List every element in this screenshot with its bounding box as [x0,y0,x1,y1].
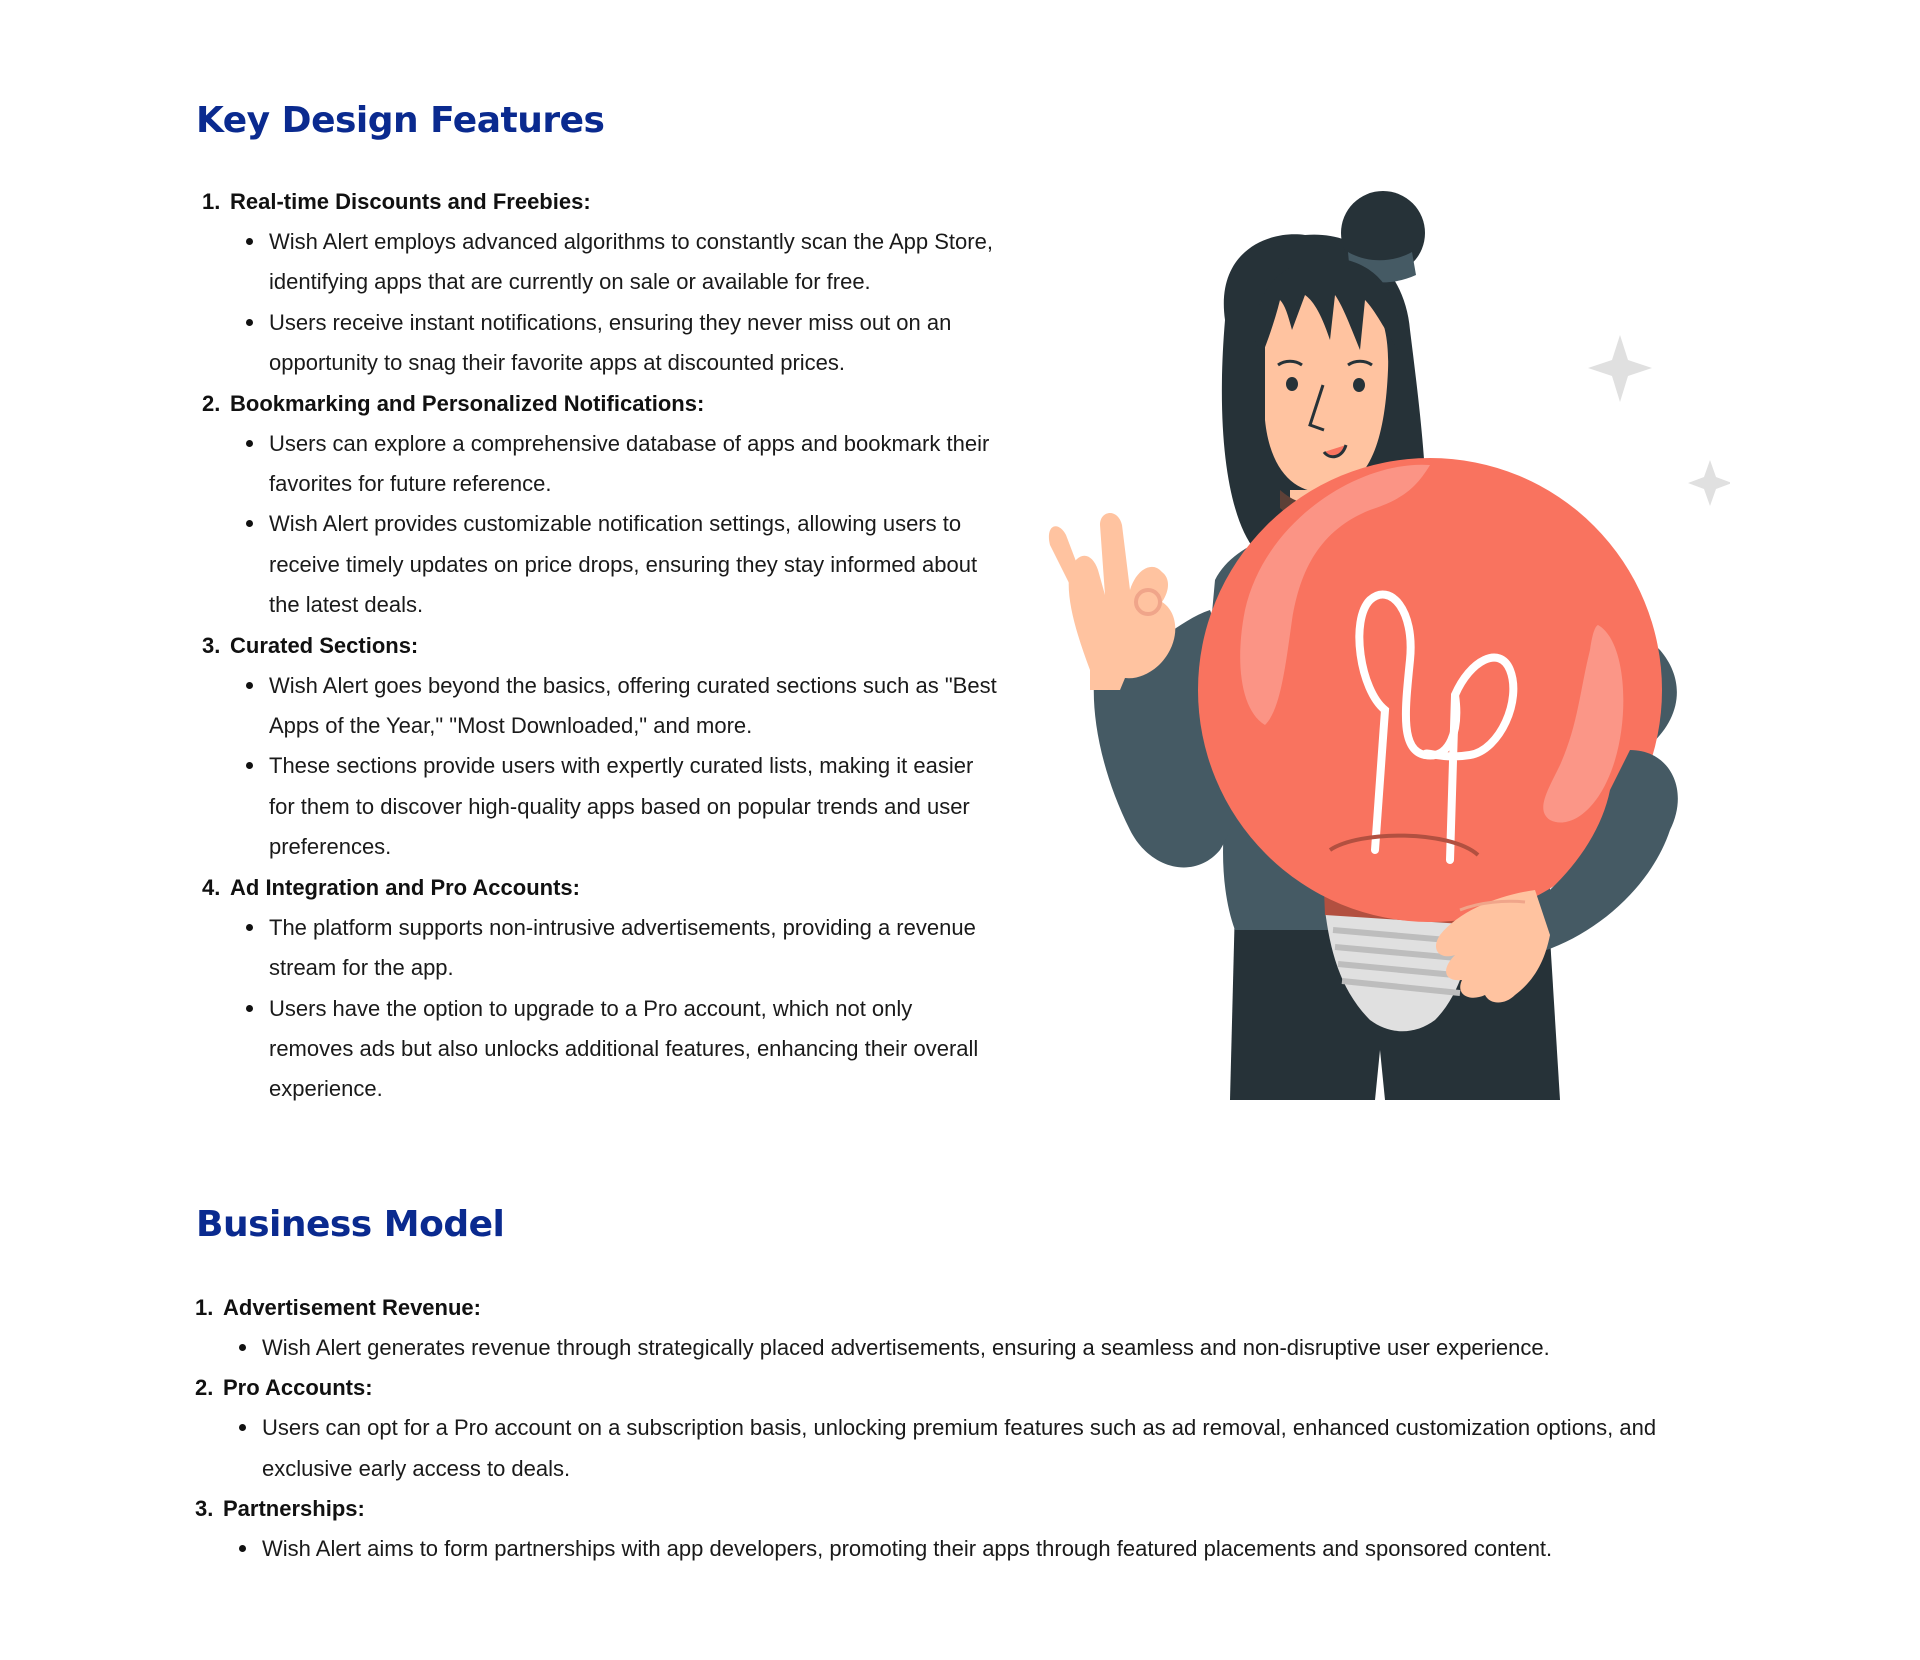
bullet-item: These sections provide users with expertly curated lists, making it easier for them to discover high-quality apps based on popular trends and user preferences. [238,746,1002,867]
bullet-list [202,908,1002,1110]
feature-item [202,384,1002,626]
bullet-list [195,1529,1735,1569]
eye [1353,378,1365,392]
item-title: Real-time Discounts and Freebies: [230,189,591,214]
woman-holding-lightbulb-illustration [1030,190,1730,1100]
features-list [202,182,1002,1110]
bullet-item: Users have the option to upgrade to a Pro account, which not only removes ads but also unlocks additional features, enhancing their overall experience. [238,989,1002,1110]
bullet-item: Users can opt for a Pro account on a subscription basis, unlocking premium features such as ad removal, enhanced customization options, and exclusive early access to deals. [231,1408,1735,1489]
item-title: Curated Sections: [230,632,419,658]
item-number: 3. [195,1496,214,1522]
business-item [195,1489,1735,1569]
bullet-list [195,1328,1735,1368]
bullet-item: Wish Alert goes beyond the basics, offering curated sections such as "Best Apps of the Year," "Most Downloaded," and more. [238,666,1002,747]
item-title: Ad Integration and Pro Accounts: [230,874,580,900]
item-number: 2. [195,1375,214,1401]
bullet-list [202,666,1002,868]
business-item [195,1288,1735,1368]
business-model-heading: Business Model [196,1204,505,1245]
feature-item [202,182,1002,384]
feature-item [202,868,1002,1110]
item-number: 4. [202,874,221,900]
bullet-list [202,424,1002,626]
bullet-item: Wish Alert aims to form partnerships with app developers, promoting their apps through featured placements and sponsored content. [231,1529,1735,1569]
item-title: Advertisement Revenue: [223,1295,481,1320]
business-list [195,1288,1735,1570]
business-item [195,1368,1735,1489]
bullet-item: Wish Alert provides customizable notification settings, allowing users to receive timely updates on price drops, ensuring they stay informed about the latest deals. [238,504,1002,625]
item-title: Bookmarking and Personalized Notifications: [230,390,705,416]
bullet-item: The platform supports non-intrusive advertisements, providing a revenue stream for the app. [238,908,1002,989]
item-number: 1. [195,1295,214,1320]
item-title: Partnerships: [223,1496,365,1522]
item-number: 3. [202,632,221,658]
bullet-list [202,222,1002,384]
key-design-features-heading: Key Design Features [196,100,605,141]
feature-item [202,626,1002,868]
bullet-item: Wish Alert employs advanced algorithms to constantly scan the App Store, identifying apps that are currently on sale or available for free. [238,222,1002,303]
item-title: Pro Accounts: [223,1375,373,1401]
eye [1286,377,1298,391]
bullet-list [195,1408,1735,1489]
bullet-item: Users receive instant notifications, ensuring they never miss out on an opportunity to snag their favorite apps at discounted prices. [238,303,1002,384]
bullet-item: Wish Alert generates revenue through strategically placed advertisements, ensuring a seamless and non-disruptive user experience. [231,1328,1735,1368]
item-number: 2. [202,390,221,416]
sparkle-icon [1688,460,1730,506]
item-number: 1. [202,189,221,214]
sparkle-icon [1588,335,1652,402]
bullet-item: Users can explore a comprehensive database of apps and bookmark their favorites for future reference. [238,424,1002,505]
